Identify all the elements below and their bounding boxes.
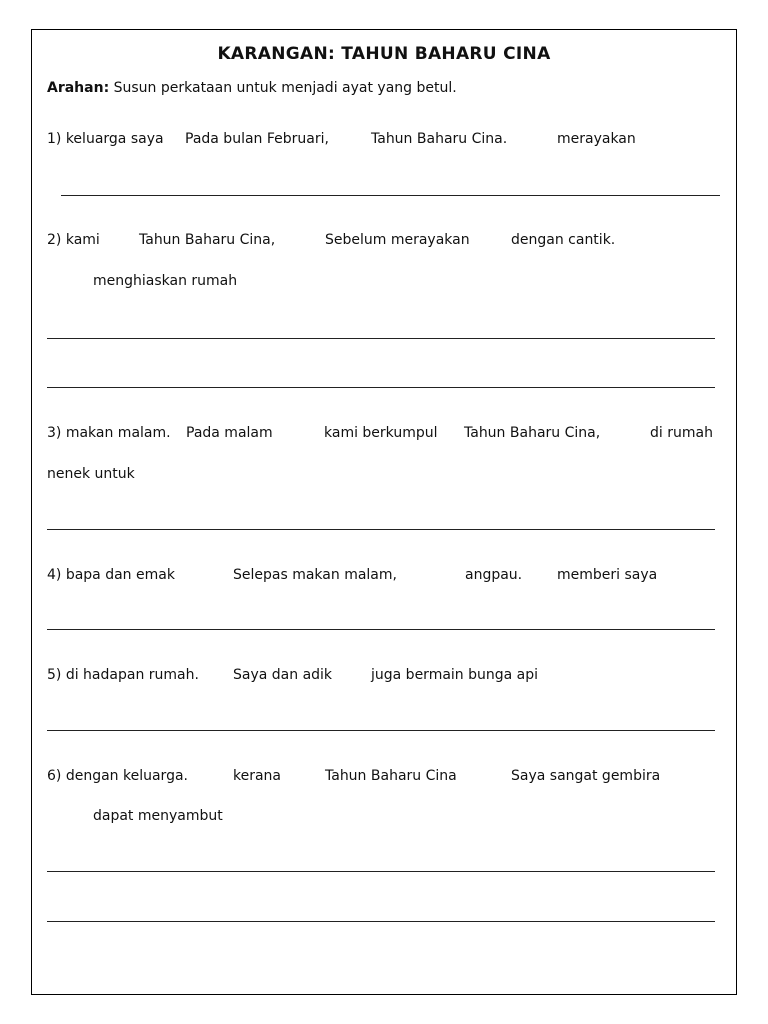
word-card: nenek untuk	[47, 466, 135, 482]
word-card: makan malam.	[65, 425, 171, 441]
word-card: kerana	[233, 768, 282, 784]
word-card: Sebelum merayakan	[325, 232, 470, 248]
instruction	[47, 80, 457, 96]
word-card: Tahun Baharu Cina	[325, 768, 457, 784]
word-card: Pada bulan Februari,	[185, 131, 329, 147]
question-number: 2)	[47, 232, 62, 248]
word-card: Tahun Baharu Cina,	[464, 425, 601, 441]
answer-line[interactable]	[47, 629, 715, 630]
word-card: angpau.	[465, 567, 523, 583]
word-card: juga bermain bunga api	[371, 667, 539, 683]
answer-line[interactable]	[47, 871, 715, 872]
word-card: Tahun Baharu Cina,	[139, 232, 276, 248]
question-1-first	[47, 131, 164, 147]
word-card: merayakan	[557, 131, 636, 147]
answer-line[interactable]	[47, 529, 715, 530]
word-card: di rumah	[650, 425, 713, 441]
word-card: keluarga saya	[65, 131, 164, 147]
word-card: bapa dan emak	[65, 567, 175, 583]
word-card: kami	[65, 232, 100, 248]
instruction-label: Arahan:	[47, 80, 110, 96]
word-card: Selepas makan malam,	[233, 567, 397, 583]
question-number: 6)	[47, 768, 62, 784]
worksheet-title: KARANGAN: TAHUN BAHARU CINA	[217, 44, 551, 64]
answer-line[interactable]	[47, 338, 715, 339]
answer-line[interactable]	[61, 195, 720, 196]
word-card: Saya dan adik	[233, 667, 333, 683]
answer-line[interactable]	[47, 730, 715, 731]
word-card: dengan keluarga.	[65, 768, 188, 784]
question-3-first	[47, 425, 171, 441]
word-card: Pada malam	[186, 425, 273, 441]
word-card: dapat menyambut	[93, 808, 223, 824]
worksheet-border	[31, 29, 737, 995]
question-number: 5)	[47, 667, 62, 683]
question-6-first	[47, 768, 188, 784]
word-card: kami berkumpul	[324, 425, 438, 441]
word-card: Tahun Baharu Cina.	[371, 131, 508, 147]
answer-line[interactable]	[47, 921, 715, 922]
word-card: Saya sangat gembira	[511, 768, 661, 784]
answer-line[interactable]	[47, 387, 715, 388]
question-5-first	[47, 667, 199, 683]
instruction-text: Susun perkataan untuk menjadi ayat yang betul.	[113, 80, 457, 96]
question-4-first	[47, 567, 175, 583]
question-2-first	[47, 232, 100, 248]
word-card: di hadapan rumah.	[65, 667, 199, 683]
question-number: 4)	[47, 567, 62, 583]
word-card: menghiaskan rumah	[93, 273, 238, 289]
word-card: dengan cantik.	[511, 232, 616, 248]
word-card: memberi saya	[557, 567, 658, 583]
question-number: 3)	[47, 425, 62, 441]
question-number: 1)	[47, 131, 62, 147]
